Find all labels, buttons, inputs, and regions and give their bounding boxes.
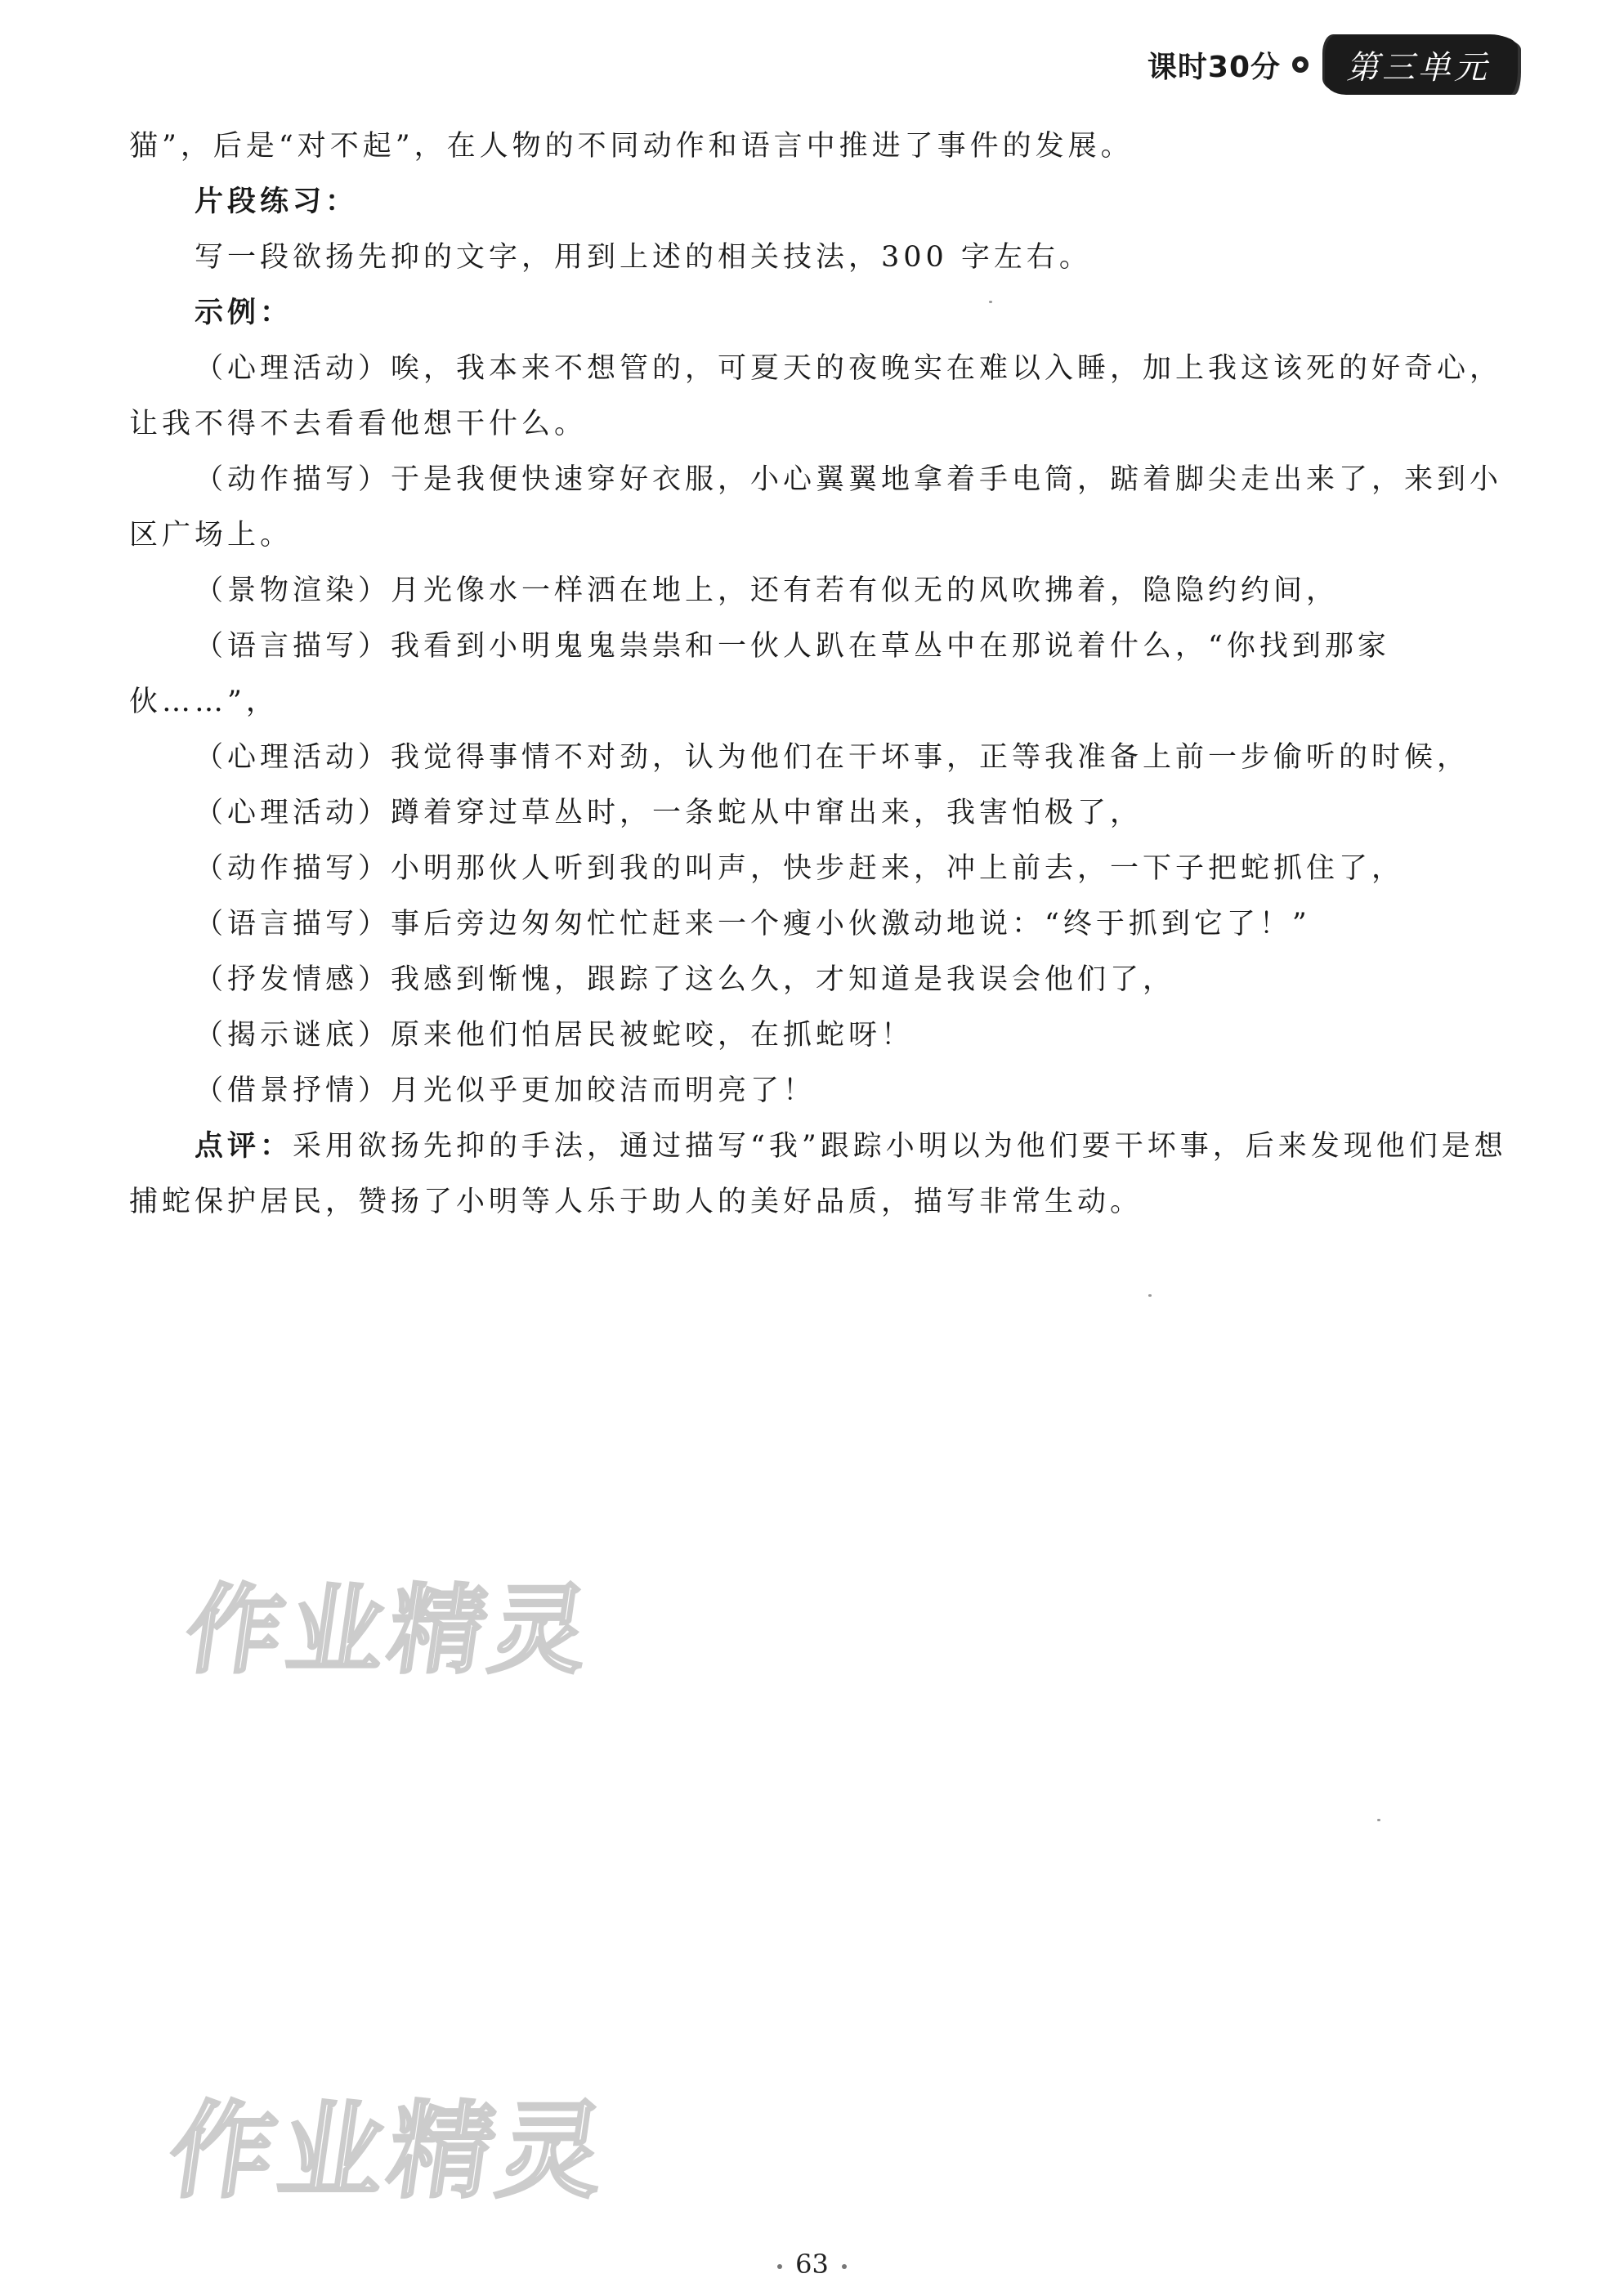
practice-prompt: 写一段欲扬先抑的文字，用到上述的相关技法，300 字左右。 bbox=[195, 241, 1092, 274]
dot-icon bbox=[842, 2264, 847, 2269]
practice-heading: 片段练习： bbox=[195, 185, 359, 218]
bullet-icon bbox=[1292, 56, 1309, 73]
example-line: （动作描写）小明那伙人听到我的叫声，快步赶来，冲上前去，一下子把蛇抓住了， bbox=[195, 852, 1405, 885]
watermark: 作业精灵 bbox=[178, 1574, 601, 1686]
example-line: （借景抒情）月光似乎更加皎洁而明亮了！ bbox=[195, 1074, 816, 1107]
scan-speck bbox=[1148, 1294, 1152, 1297]
unit-badge: 第三单元 bbox=[1325, 35, 1518, 95]
dot-icon bbox=[777, 2264, 782, 2269]
scan-speck bbox=[989, 301, 992, 303]
example-line: （语言描写）我看到小明鬼鬼祟祟和一伙人趴在草丛中在那说着什么，“你找到那家伙……”， bbox=[129, 630, 1390, 718]
example-line: （心理活动）蹲着穿过草丛时，一条蛇从中窜出来，我害怕极了， bbox=[195, 797, 1143, 829]
example-line: （景物渲染）月光像水一样洒在地上，还有若有似无的风吹拂着，隐隐约约间， bbox=[195, 574, 1340, 607]
example-line: （动作描写）于是我便快速穿好衣服，小心翼翼地拿着手电筒，踮着脚尖走出来了，来到小区广场上。 bbox=[129, 463, 1503, 552]
course-label: 课时30分 bbox=[1147, 50, 1281, 84]
example-line: （语言描写）事后旁边匆匆忙忙赶来一个瘦小伙激动地说：“终于抓到它了！” bbox=[195, 908, 1311, 940]
page-number bbox=[0, 2249, 1624, 2280]
main-content bbox=[129, 118, 1523, 1230]
example-line: （揭示谜底）原来他们怕居民被蛇咬，在抓蛇呀！ bbox=[195, 1019, 915, 1052]
comment-label: 点评： bbox=[195, 1130, 293, 1163]
example-line: （抒发情感）我感到惭愧，跟踪了这么久，才知道是我误会他们了， bbox=[195, 963, 1176, 996]
watermark: 作业精灵 bbox=[161, 2091, 617, 2213]
page-number-text: 63 bbox=[795, 2249, 829, 2280]
comment-text: 采用欲扬先抑的手法，通过描写“我”跟踪小明以为他们要干坏事，后来发现他们是想捕蛇保护居民，赞扬了小明等人乐于助人的美好品质，描写非常生动。 bbox=[129, 1130, 1507, 1218]
comment-paragraph bbox=[129, 1119, 1523, 1230]
example-line: （心理活动）唉，我本来不想管的，可夏天的夜晚实在难以入睡，加上我这该死的好奇心，让我不得不去看看他想干什么。 bbox=[129, 352, 1503, 440]
page-header bbox=[1148, 36, 1518, 93]
scan-speck bbox=[1377, 1819, 1380, 1821]
continuation-paragraph: 猫”，后是“对不起”，在人物的不同动作和语言中推进了事件的发展。 bbox=[129, 130, 1134, 163]
example-line: （心理活动）我觉得事情不对劲，认为他们在干坏事，正等我准备上前一步偷听的时候， bbox=[195, 741, 1470, 774]
example-heading: 示例： bbox=[195, 297, 293, 329]
